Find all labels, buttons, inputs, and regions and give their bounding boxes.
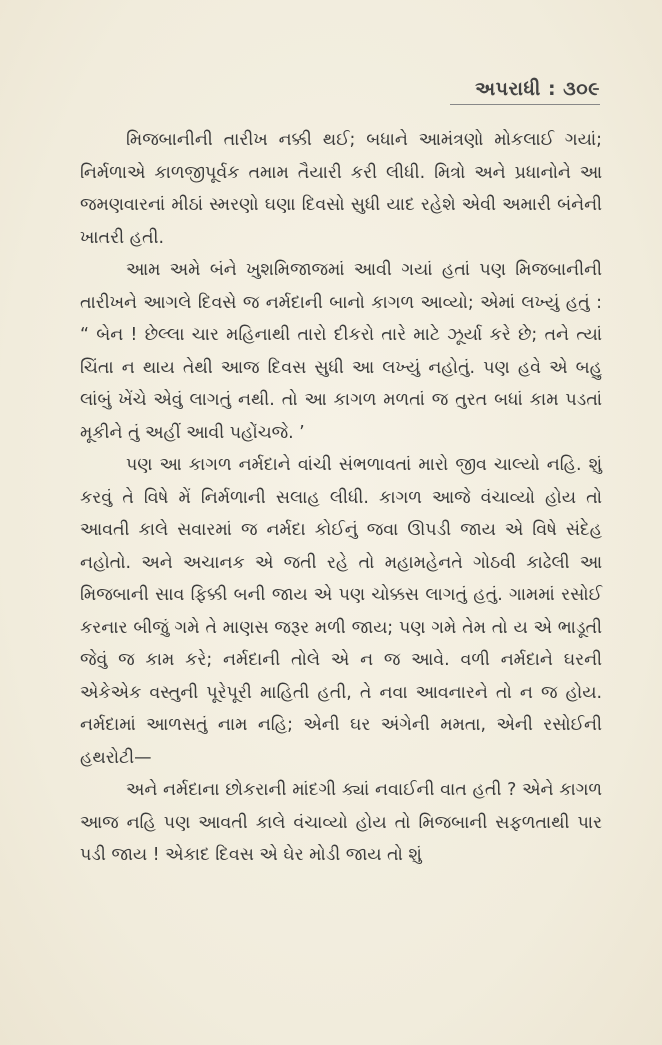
- running-head: [450, 78, 600, 105]
- body-text: [80, 124, 602, 872]
- paragraph-4: અને નર્મદાના છોકરાની માંદગી ક્યાં નવાઈની વાત હતી ? એને કાગળ આજ નહિ પણ આવતી કાલે વંચાવ્યો હોય તો મિજબાની સફળતાથી પાર પડી જાય ! એકાદ દિવસ એ ઘેર મોડી જાય તો શું: [80, 780, 602, 865]
- paragraph-3: પણ આ કાગળ નર્મદાને વાંચી સંભળાવતાં મારો જીવ ચાલ્યો નહિ. શું કરવું તે વિષે મેં નિર્મળાની સલાહ લીધી. કાગળ આજે વંચાવ્યો હોય તો આવતી કાલે સવારમાં જ નર્મદા કોઈનું જવા ઊપડી જાય એ વિષે સંદેહ નહોતો. અને અચાનક એ જતી રહે તો મહામહેનતે ગોઠવી કાઢેલી આ મિજબાની સાવ ફિક્કી બની જાય એ પણ ચોક્કસ લાગતું હતું. ગામમાં રસોઈ કરનાર બીજું ગમે તે માણસ જરૂર મળી જાય; પણ ગમે તેમ તો ય એ ભાડૂતી જેવું જ કામ કરે; નર્મદાની તોલે એ ન જ આવે. વળી નર્મદાને ઘરની એકેએક વસ્તુની પૂરેપૂરી માહિતી હતી, તે નવા આવનારને તો ન જ હોય. નર્મદામાં આળસતું નામ નહિ; એની ઘર અંગેની મમતા, એની રસોઈની હથરોટી—: [80, 455, 602, 768]
- paragraph-2: આમ અમે બંને ખુશમિજાજમાં આવી ગયાં હતાં પણ મિજબાનીની તારીખને આગલે દિવસે જ નર્મદાની બાનો કાગળ આવ્યો; એમાં લખ્યું હતું : “ બેન ! છેલ્લા ચાર મહિનાથી તારો દીકરો તારે માટે ઝૂર્યા કરે છે; તને ત્યાં ચિંતા ન થાય તેથી આજ દિવસ સુધી આ લખ્યું નહોતું. પણ હવે એ બહુ લાંબું ખેંચે એવું લાગતું નથી. તો આ કાગળ મળતાં જ તુરત બધાં કામ પડતાં મૂકીને તું અહીં આવી પહોંચજે. ’: [80, 260, 602, 443]
- running-title: અપરાધી : ૩૦૯: [475, 78, 600, 100]
- header-underline: [450, 104, 600, 105]
- paragraph-1: મિજબાનીની તારીખ નક્કી થઈ; બધાને આમંત્રણો મોકલાઈ ગયાં; નિર્મળાએ કાળજીપૂર્વક તમામ તૈયારી કરી લીધી. મિત્રો અને પ્રધાનોને આ જમણવારનાં મીઠાં સ્મરણો ઘણા દિવસો સુધી યાદ રહેશે એવી અમારી બંનેની ખાતરી હતી.: [80, 130, 602, 248]
